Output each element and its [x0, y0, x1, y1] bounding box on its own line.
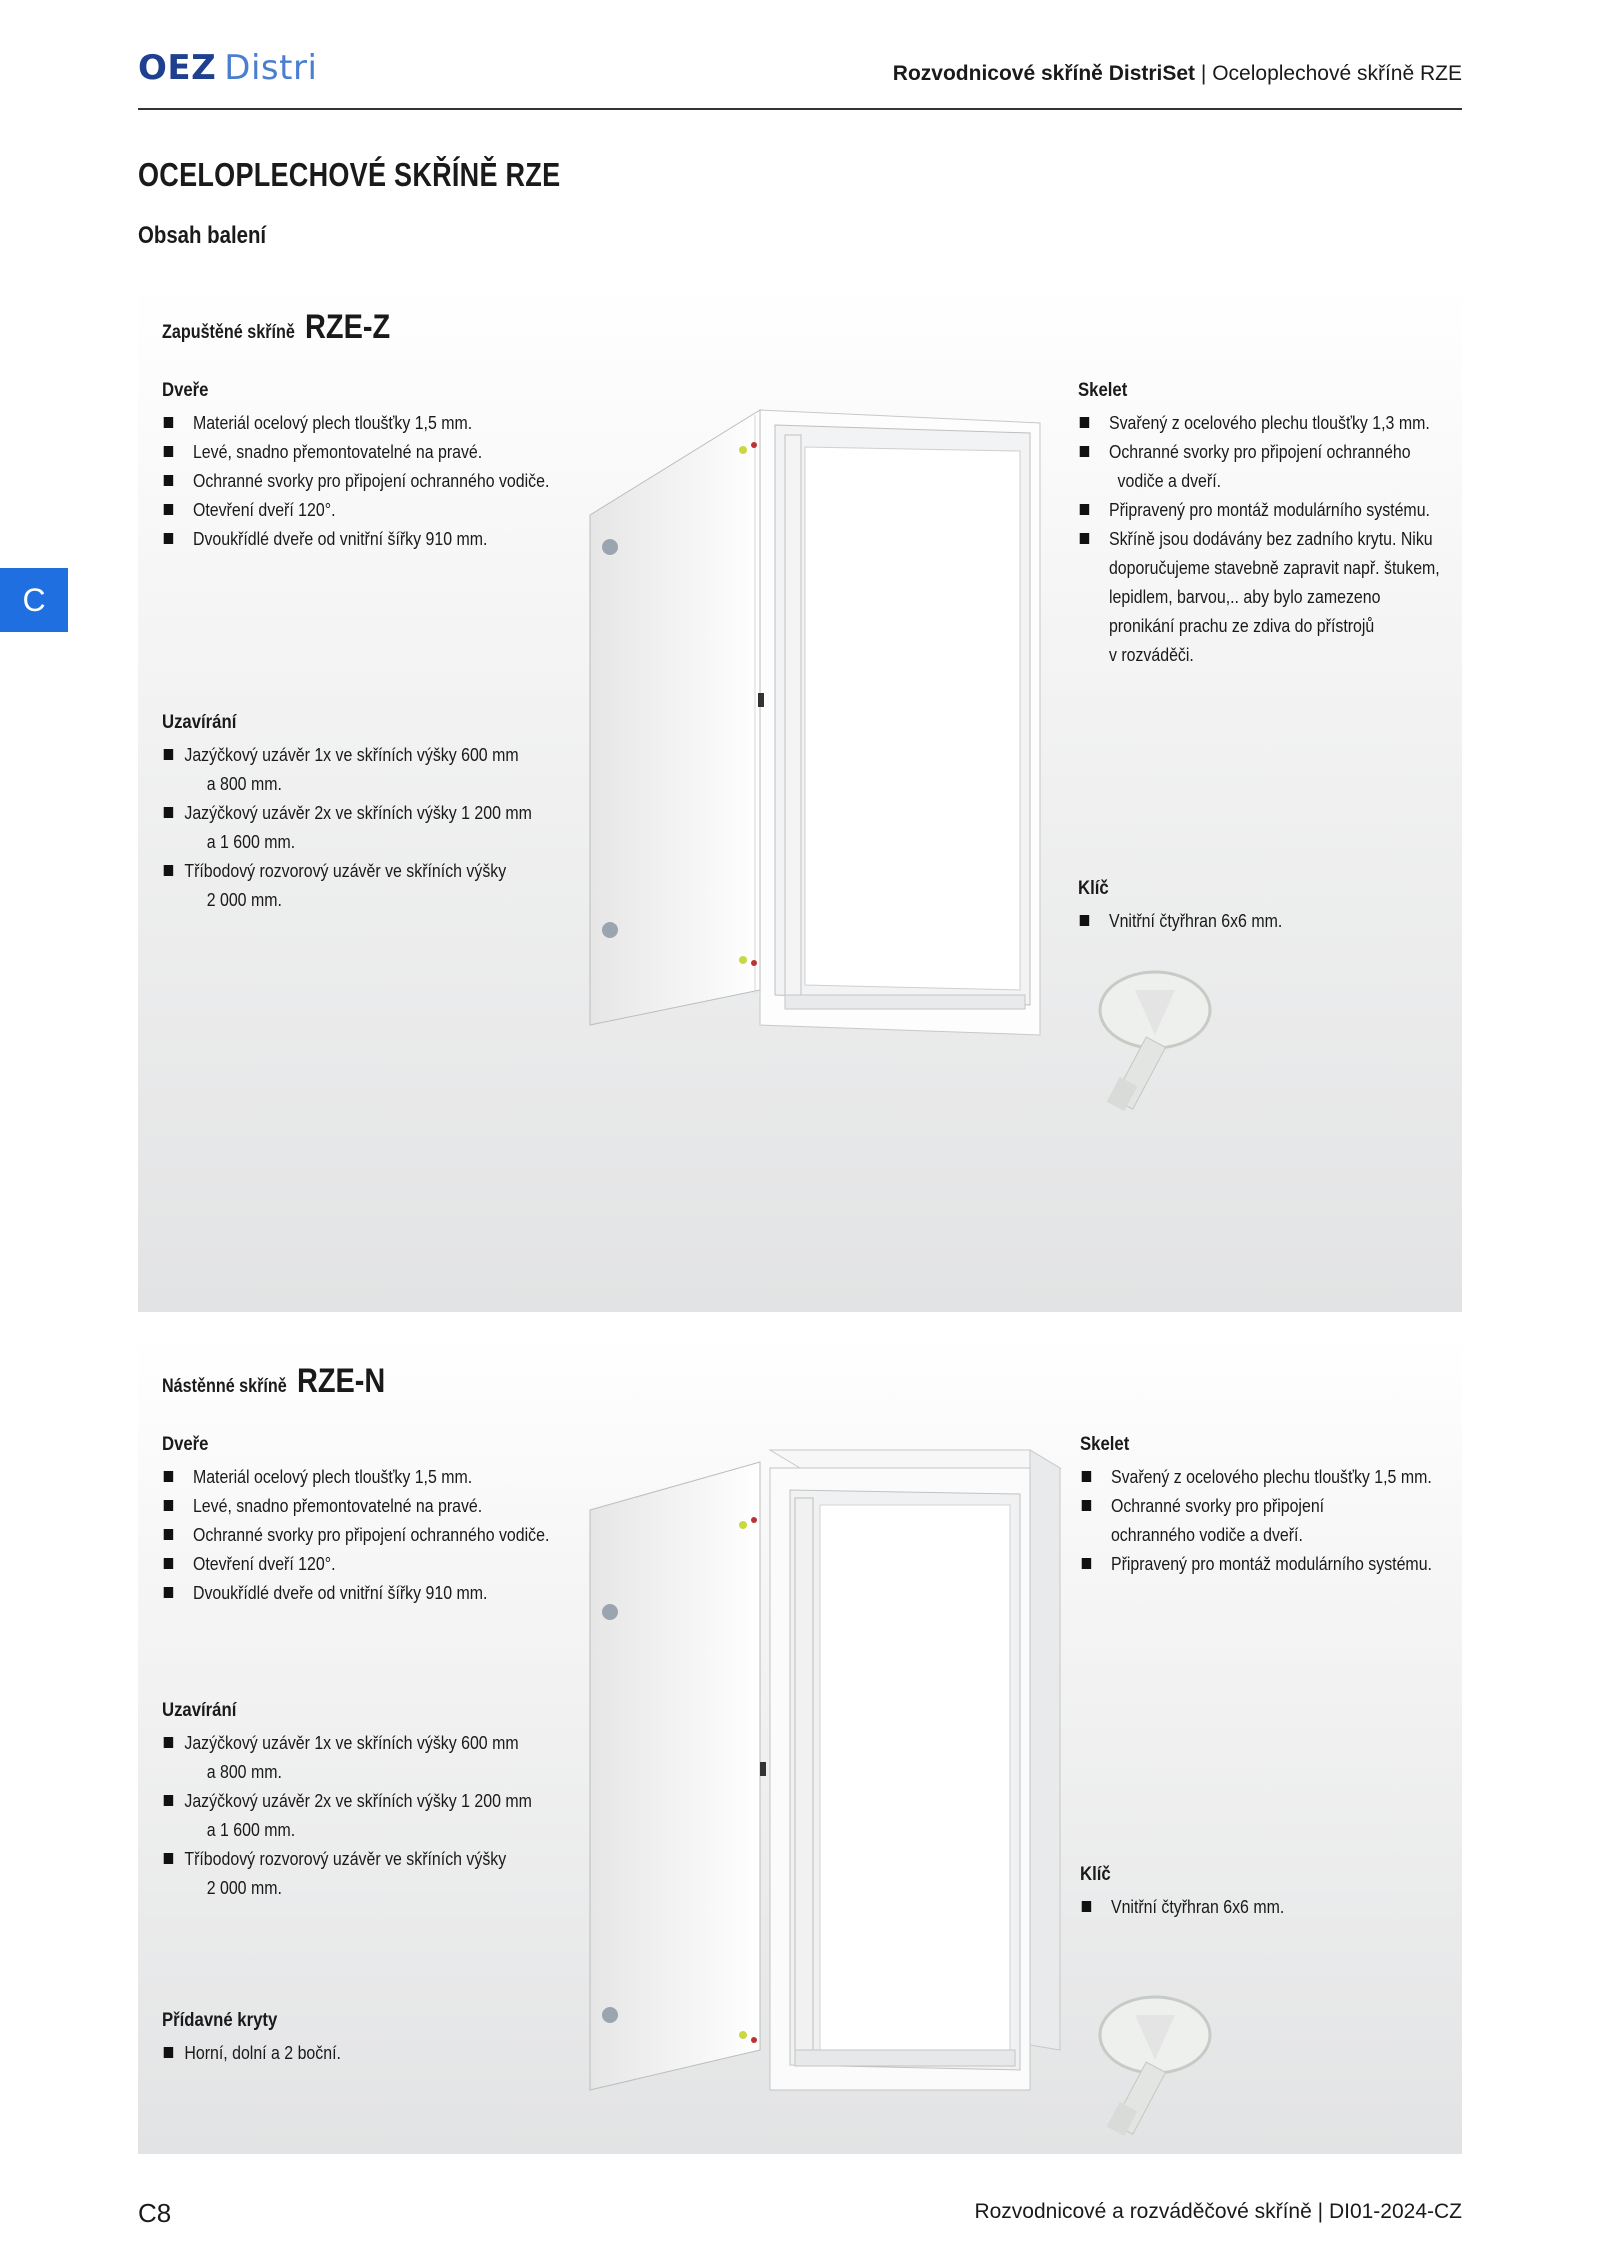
chapter-tab: C [0, 568, 68, 632]
list-item: Připravený pro montáž modulárního systému. [1078, 495, 1422, 524]
list-item-continuation: vodiče a dveří. [1117, 470, 1222, 491]
rze-n-skelet-title: Skelet [1080, 1434, 1130, 1455]
rze-n-heading [162, 1362, 385, 1401]
list-item: Jazýčkový uzávěr 2x ve skříních výšky 1 200 mm [162, 798, 540, 827]
list-item: Tříbodový rozvorový uzávěr ve skříních výšky [162, 856, 540, 885]
list-item: Ochranné svorky pro připojení [1080, 1491, 1424, 1520]
list-item-continuation: 2 000 mm. [206, 889, 282, 910]
list-item: Ochranné svorky pro připojení ochranného [1078, 437, 1422, 466]
list-item: Levé, snadno přemontovatelné na pravé. [162, 437, 540, 466]
footer-separator: | [1317, 2200, 1324, 2223]
list-item: Svařený z ocelového plechu tloušťky 1,3 mm. [1078, 408, 1422, 437]
list-item: Materiál ocelový plech tloušťky 1,5 mm. [162, 408, 540, 437]
list-item: Ochranné svorky pro připojení ochranného vodiče. [162, 1520, 540, 1549]
list-item: Materiál ocelový plech tloušťky 1,5 mm. [162, 1462, 540, 1491]
rze-n-cabinet-image [590, 1450, 1070, 2110]
list-item: Jazýčkový uzávěr 1x ve skříních výšky 600 mm [162, 1728, 540, 1757]
footer-doc-info [974, 2200, 1462, 2224]
list-item: Otevření dveří 120°. [162, 1549, 540, 1578]
list-item: Vnitřní čtyřhran 6x6 mm. [1080, 1892, 1424, 1921]
list-item-continuation: doporučujeme stavebně zapravit např. štukem, [1108, 557, 1440, 578]
list-item-continuation: a 800 mm. [206, 1761, 282, 1782]
list-item-continuation: a 800 mm. [206, 773, 282, 794]
list-item-continuation: v rozváděči. [1108, 644, 1194, 665]
list-item: Ochranné svorky pro připojení ochranného vodiče. [162, 466, 540, 495]
list-item: Dvoukřídlé dveře od vnitřní šířky 910 mm. [162, 1578, 540, 1607]
rze-z-dvere-title: Dveře [162, 380, 209, 401]
rze-n-klic-title: Klíč [1080, 1864, 1111, 1885]
list-item: Dvoukřídlé dveře od vnitřní šířky 910 mm. [162, 524, 540, 553]
rze-n-kryty-title: Přídavné kryty [162, 2010, 278, 2031]
rze-z-uzavirani-block [162, 712, 602, 914]
list-item: Jazýčkový uzávěr 2x ve skříních výšky 1 200 mm [162, 1786, 540, 1815]
header-section-bold: Rozvodnicové skříně DistriSet [892, 62, 1196, 85]
page-number: C8 [138, 2198, 172, 2228]
rze-z-label: Zapuštěné skříně [162, 322, 295, 343]
oez-distri-logo [138, 48, 317, 88]
header-section-title [893, 62, 1462, 86]
rze-n-skelet-block [1080, 1434, 1480, 1578]
rze-z-skelet-block [1078, 380, 1478, 669]
list-item-continuation: lepidlem, barvou,.. aby bylo zamezeno [1108, 586, 1381, 607]
rze-n-klic-block [1080, 1864, 1480, 1921]
rze-n-code: RZE-N [296, 1362, 386, 1400]
rze-n-label: Nástěnné skříně [162, 1376, 287, 1397]
rze-z-heading [162, 308, 390, 347]
list-item: Jazýčkový uzávěr 1x ve skříních výšky 600 mm [162, 740, 540, 769]
list-item: Vnitřní čtyřhran 6x6 mm. [1078, 906, 1422, 935]
logo-distri: Distri [224, 48, 318, 88]
rze-n-dvere-title: Dveře [162, 1434, 209, 1455]
rze-n-uzavirani-block [162, 1700, 602, 1902]
list-item-continuation: a 1 600 mm. [206, 831, 296, 852]
page-subtitle: Obsah balení [138, 222, 267, 249]
rze-n-kryty-block [162, 2010, 602, 2067]
list-item: Otevření dveří 120°. [162, 495, 540, 524]
rze-z-code: RZE-Z [305, 308, 391, 346]
rze-n-dvere-block [162, 1434, 602, 1607]
list-item-continuation: a 1 600 mm. [206, 1819, 296, 1840]
logo-oez: OEZ [138, 48, 217, 88]
list-item-continuation: ochranného vodiče a dveří. [1110, 1524, 1303, 1545]
list-item: Připravený pro montáž modulárního systému. [1080, 1549, 1424, 1578]
rze-z-key-image [1040, 950, 1240, 1130]
rze-z-skelet-title: Skelet [1078, 380, 1128, 401]
rze-z-klic-block [1078, 878, 1478, 935]
header-separator: | [1200, 62, 1207, 85]
rze-z-cabinet-image [590, 395, 1070, 1035]
page-title: OCELOPLECHOVÉ SKŘÍNĚ RZE [138, 156, 561, 193]
rze-z-uzavirani-title: Uzavírání [162, 712, 237, 733]
list-item: Tříbodový rozvorový uzávěr ve skříních výšky [162, 1844, 540, 1873]
list-item-continuation: 2 000 mm. [206, 1877, 282, 1898]
list-item: Horní, dolní a 2 boční. [162, 2038, 540, 2067]
footer-doc-title: Rozvodnicové a rozváděčové skříně [974, 2200, 1312, 2223]
list-item: Skříně jsou dodávány bez zadního krytu. Niku [1078, 524, 1422, 553]
list-item: Levé, snadno přemontovatelné na pravé. [162, 1491, 540, 1520]
list-item-continuation: pronikání prachu ze zdiva do přístrojů [1108, 615, 1375, 636]
rze-z-klic-title: Klíč [1078, 878, 1109, 899]
header-section-rest: Oceloplechové skříně RZE [1212, 62, 1462, 85]
list-item: Svařený z ocelového plechu tloušťky 1,5 mm. [1080, 1462, 1424, 1491]
header-divider [138, 108, 1462, 110]
rze-n-uzavirani-title: Uzavírání [162, 1700, 237, 1721]
footer-doc-code: DI01-2024-CZ [1328, 2200, 1462, 2223]
rze-z-dvere-block [162, 380, 602, 553]
rze-n-key-image [1040, 1975, 1240, 2155]
